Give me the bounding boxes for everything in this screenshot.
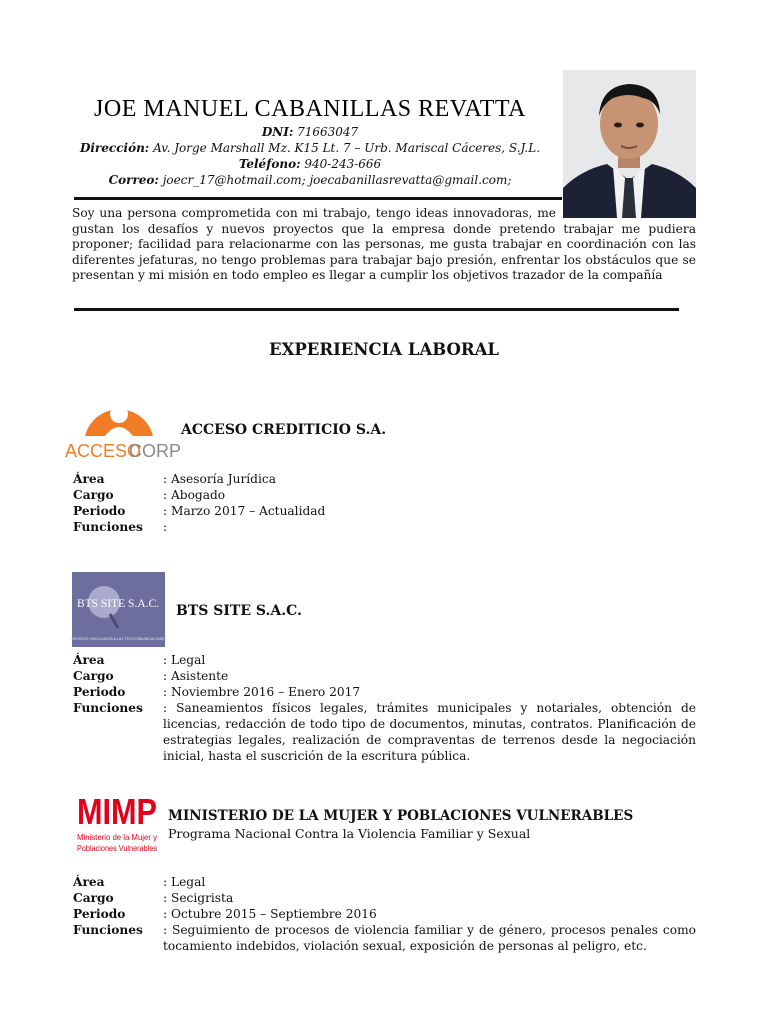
mimp-logo xyxy=(75,786,160,858)
area-label: Área xyxy=(73,875,105,889)
area-row xyxy=(73,874,696,890)
cargo-value: : Asistente xyxy=(163,669,229,683)
accesocorp-logo-word-1: ACCESO xyxy=(65,441,142,461)
area-value: : Legal xyxy=(163,653,206,667)
email-line xyxy=(60,173,560,188)
accesocorp-emblem-icon xyxy=(65,392,182,461)
candidate-name: JOE MANUEL CABANILLAS REVATTA xyxy=(94,96,526,122)
profile-photo xyxy=(563,70,696,218)
periodo-value: : Noviembre 2016 – Enero 2017 xyxy=(163,685,361,699)
mimp-logo-line-1: Ministerio de la Mujer y xyxy=(77,833,157,842)
funciones-label: Funciones xyxy=(73,923,143,937)
mimp-emblem-icon xyxy=(75,786,160,858)
funciones-value: : Seguimiento de procesos de violencia familiar y de género, procesos penales como tocamiento indebidos, violación sexual, exposición de personas al peligro, etc. xyxy=(163,923,696,953)
funciones-row xyxy=(73,922,696,954)
mimp-logo-text: MIMP xyxy=(77,791,157,832)
area-value: : Legal xyxy=(163,875,206,889)
bts-site-logo xyxy=(69,572,167,647)
company-name-1: ACCESO CREDITICIO S.A. xyxy=(181,422,387,438)
cargo-row xyxy=(73,487,696,503)
area-label: Área xyxy=(73,653,105,667)
bts-site-logo-subtext: SERVICIOS VINCULADOS A LAS TELECOMUNICACIONES xyxy=(69,637,167,641)
address-label: Dirección: xyxy=(79,141,150,155)
periodo-label: Periodo xyxy=(73,907,126,921)
email-value: joecr_17@hotmail.com; joecabanillasrevatta@gmail.com; xyxy=(162,173,512,187)
cargo-label: Cargo xyxy=(73,891,114,905)
periodo-row xyxy=(73,906,696,922)
summary-text: Soy una persona comprometida con mi trabajo, tengo ideas innovadoras, me gustan los desafíos y nuevos proyectos que la empresa donde pretendo trabajar me pudiera proponer; facilidad para relacionarme con las personas, me gusta trabajar en coordinación con las diferentes jefaturas, no tengo problemas para trabajar bajo presión, enfrentar los obstáculos que se presentan y mi misión en todo empleo es llegar a cumplir los objetivos trazador de la compañía xyxy=(72,206,696,282)
section-title: EXPERIENCIA LABORAL xyxy=(269,340,499,359)
company-subtitle-3: Programa Nacional Contra la Violencia Familiar y Sexual xyxy=(168,826,531,841)
accesocorp-logo xyxy=(65,392,182,461)
mimp-logo-line-2: Poblaciones Vulnerables xyxy=(77,844,157,853)
dni-line xyxy=(60,125,560,140)
funciones-row xyxy=(73,700,696,764)
area-row xyxy=(73,652,696,668)
cargo-value: : Secigrista xyxy=(163,891,234,905)
funciones-label: Funciones xyxy=(73,520,143,534)
job-details-3 xyxy=(73,874,696,954)
accesocorp-logo-word-2: CORP xyxy=(129,441,182,461)
cargo-label: Cargo xyxy=(73,488,114,502)
header-divider xyxy=(74,197,562,200)
address-value: Av. Jorge Marshall Mz. K15 Lt. 7 – Urb. Mariscal Cáceres, S.J.L. xyxy=(153,141,541,155)
periodo-row xyxy=(73,503,696,519)
email-label: Correo: xyxy=(108,173,159,187)
company-name-3: MINISTERIO DE LA MUJER Y POBLACIONES VULNERABLES xyxy=(168,808,634,824)
phone-label: Teléfono: xyxy=(238,157,301,171)
funciones-value: : xyxy=(163,520,168,534)
summary-divider xyxy=(74,308,679,311)
phone-value: 940-243-666 xyxy=(304,157,382,171)
periodo-value: : Marzo 2017 – Actualidad xyxy=(163,504,326,518)
periodo-label: Periodo xyxy=(73,504,126,518)
periodo-label: Periodo xyxy=(73,685,126,699)
company-name-2: BTS SITE S.A.C. xyxy=(176,603,302,619)
area-value: : Asesoría Jurídica xyxy=(163,472,276,486)
periodo-row xyxy=(73,684,696,700)
funciones-value: : Saneamientos físicos legales, trámites municipales y notariales, obtención de licencias, redacción de todo tipo de documentos, minutas, contratos. Planificación de estrategias legales, realización de compraventas de terrenos desde la negociación inicial, hasta el suscrición de la escritura pública. xyxy=(163,701,696,763)
area-row xyxy=(73,471,696,487)
funciones-label: Funciones xyxy=(73,701,143,715)
cargo-row xyxy=(73,890,696,906)
professional-summary xyxy=(72,206,696,284)
job-details-2 xyxy=(73,652,696,764)
funciones-row xyxy=(73,519,696,535)
periodo-value: : Octubre 2015 – Septiembre 2016 xyxy=(163,907,377,921)
cargo-label: Cargo xyxy=(73,669,114,683)
job-details-1 xyxy=(73,471,696,535)
address-line xyxy=(60,141,560,156)
phone-line xyxy=(60,157,560,172)
bts-site-logo-text: BTS SITE S.A.C. xyxy=(76,598,160,610)
cargo-row xyxy=(73,668,696,684)
cargo-value: : Abogado xyxy=(163,488,226,502)
bts-site-emblem-icon xyxy=(69,572,167,647)
dni-label: DNI: xyxy=(261,125,294,139)
portrait-icon xyxy=(563,70,696,218)
dni-value: 71663047 xyxy=(297,125,359,139)
area-label: Área xyxy=(73,472,105,486)
